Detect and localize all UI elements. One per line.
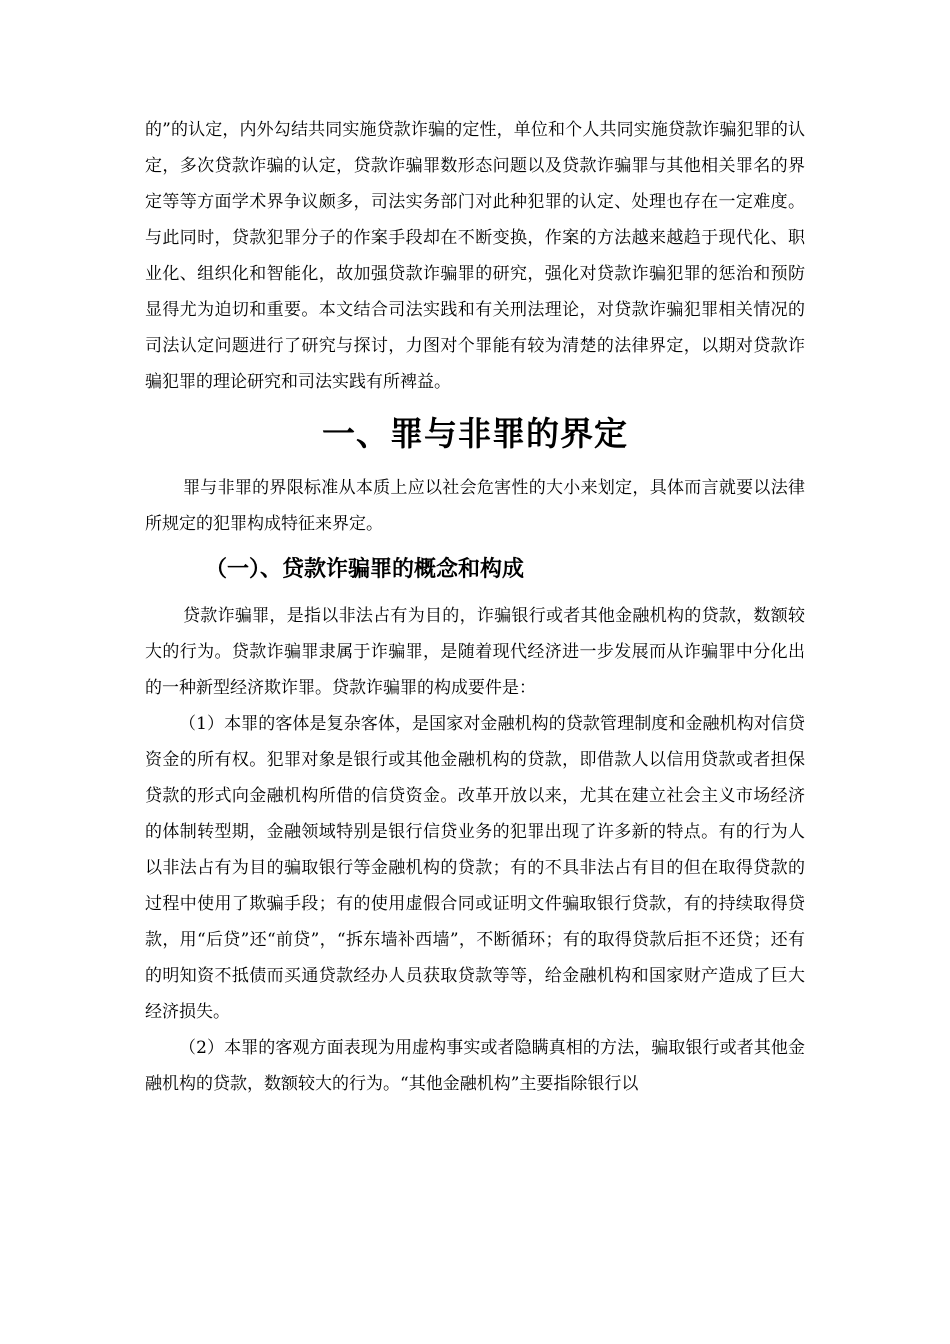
list-item-2: （2）本罪的客观方面表现为用虚构事实或者隐瞒真相的方法，骗取银行或者其他金融机构的贷款，数额较大的行为。“其他金融机构”主要指除银行以 (145, 1038, 805, 1094)
subsection-paragraph: 贷款诈骗罪，是指以非法占有为目的，诈骗银行或者其他金融机构的贷款，数额较大的行为。贷款诈骗罪隶属于诈骗罪，是随着现代经济进一步发展而从诈骗罪中分化出的一种新型经济欺诈罪。贷款诈骗罪的构成要件是： (145, 606, 805, 698)
subsection-title: （一）、贷款诈骗罪的概念和构成 (205, 557, 525, 582)
section-paragraph: 罪与非罪的界限标准从本质上应以社会危害性的大小来划定，具体而言就要以法律所规定的犯罪构成特征来界定。 (145, 478, 805, 534)
intro-paragraph: 的”的认定，内外勾结共同实施贷款诈骗的定性，单位和个人共同实施贷款诈骗犯罪的认定，多次贷款诈骗的认定，贷款诈骗罪数形态问题以及贷款诈骗罪与其他相关罪名的界定等等方面学术界争议颇多，司法实务部门对此种犯罪的认定、处理也存在一定难度。与此同时，贷款犯罪分子的作案手段却在不断变换，作案的方法越来越趋于现代化、职业化、组织化和智能化，故加强贷款诈骗罪的研究，强化对贷款诈骗犯罪的惩治和预防显得尤为迫切和重要。本文结合司法实践和有关刑法理论，对贷款诈骗犯罪相关情况的司法认定问题进行了研究与探讨，力图对个罪能有较为清楚的法律界定，以期对贷款诈骗犯罪的理论研究和司法实践有所裨益。 (145, 120, 805, 392)
section-title: 一、罪与非罪的界定 (322, 414, 628, 453)
list-item-1: （1）本罪的客体是复杂客体，是国家对金融机构的贷款管理制度和金融机构对信贷资金的所有权。犯罪对象是银行或其他金融机构的贷款，即借款人以信用贷款或者担保贷款的形式向金融机构所借的信贷资金。改革开放以来，尤其在建立社会主义市场经济的体制转型期，金融领域特别是银行信贷业务的犯罪出现了许多新的特点。有的行为人以非法占有为目的骗取银行等金融机构的贷款；有的不具非法占有目的但在取得贷款的过程中使用了欺骗手段；有的使用虚假合同或证明文件骗取银行贷款，有的持续取得贷款，用“后贷”还“前贷”，“拆东墙补西墙”，不断循环；有的取得贷款后拒不还贷；还有的明知资不抵债而买通贷款经办人员获取贷款等等，给金融机构和国家财产造成了巨大经济损失。 (145, 714, 805, 1022)
document-page (145, 112, 805, 1102)
